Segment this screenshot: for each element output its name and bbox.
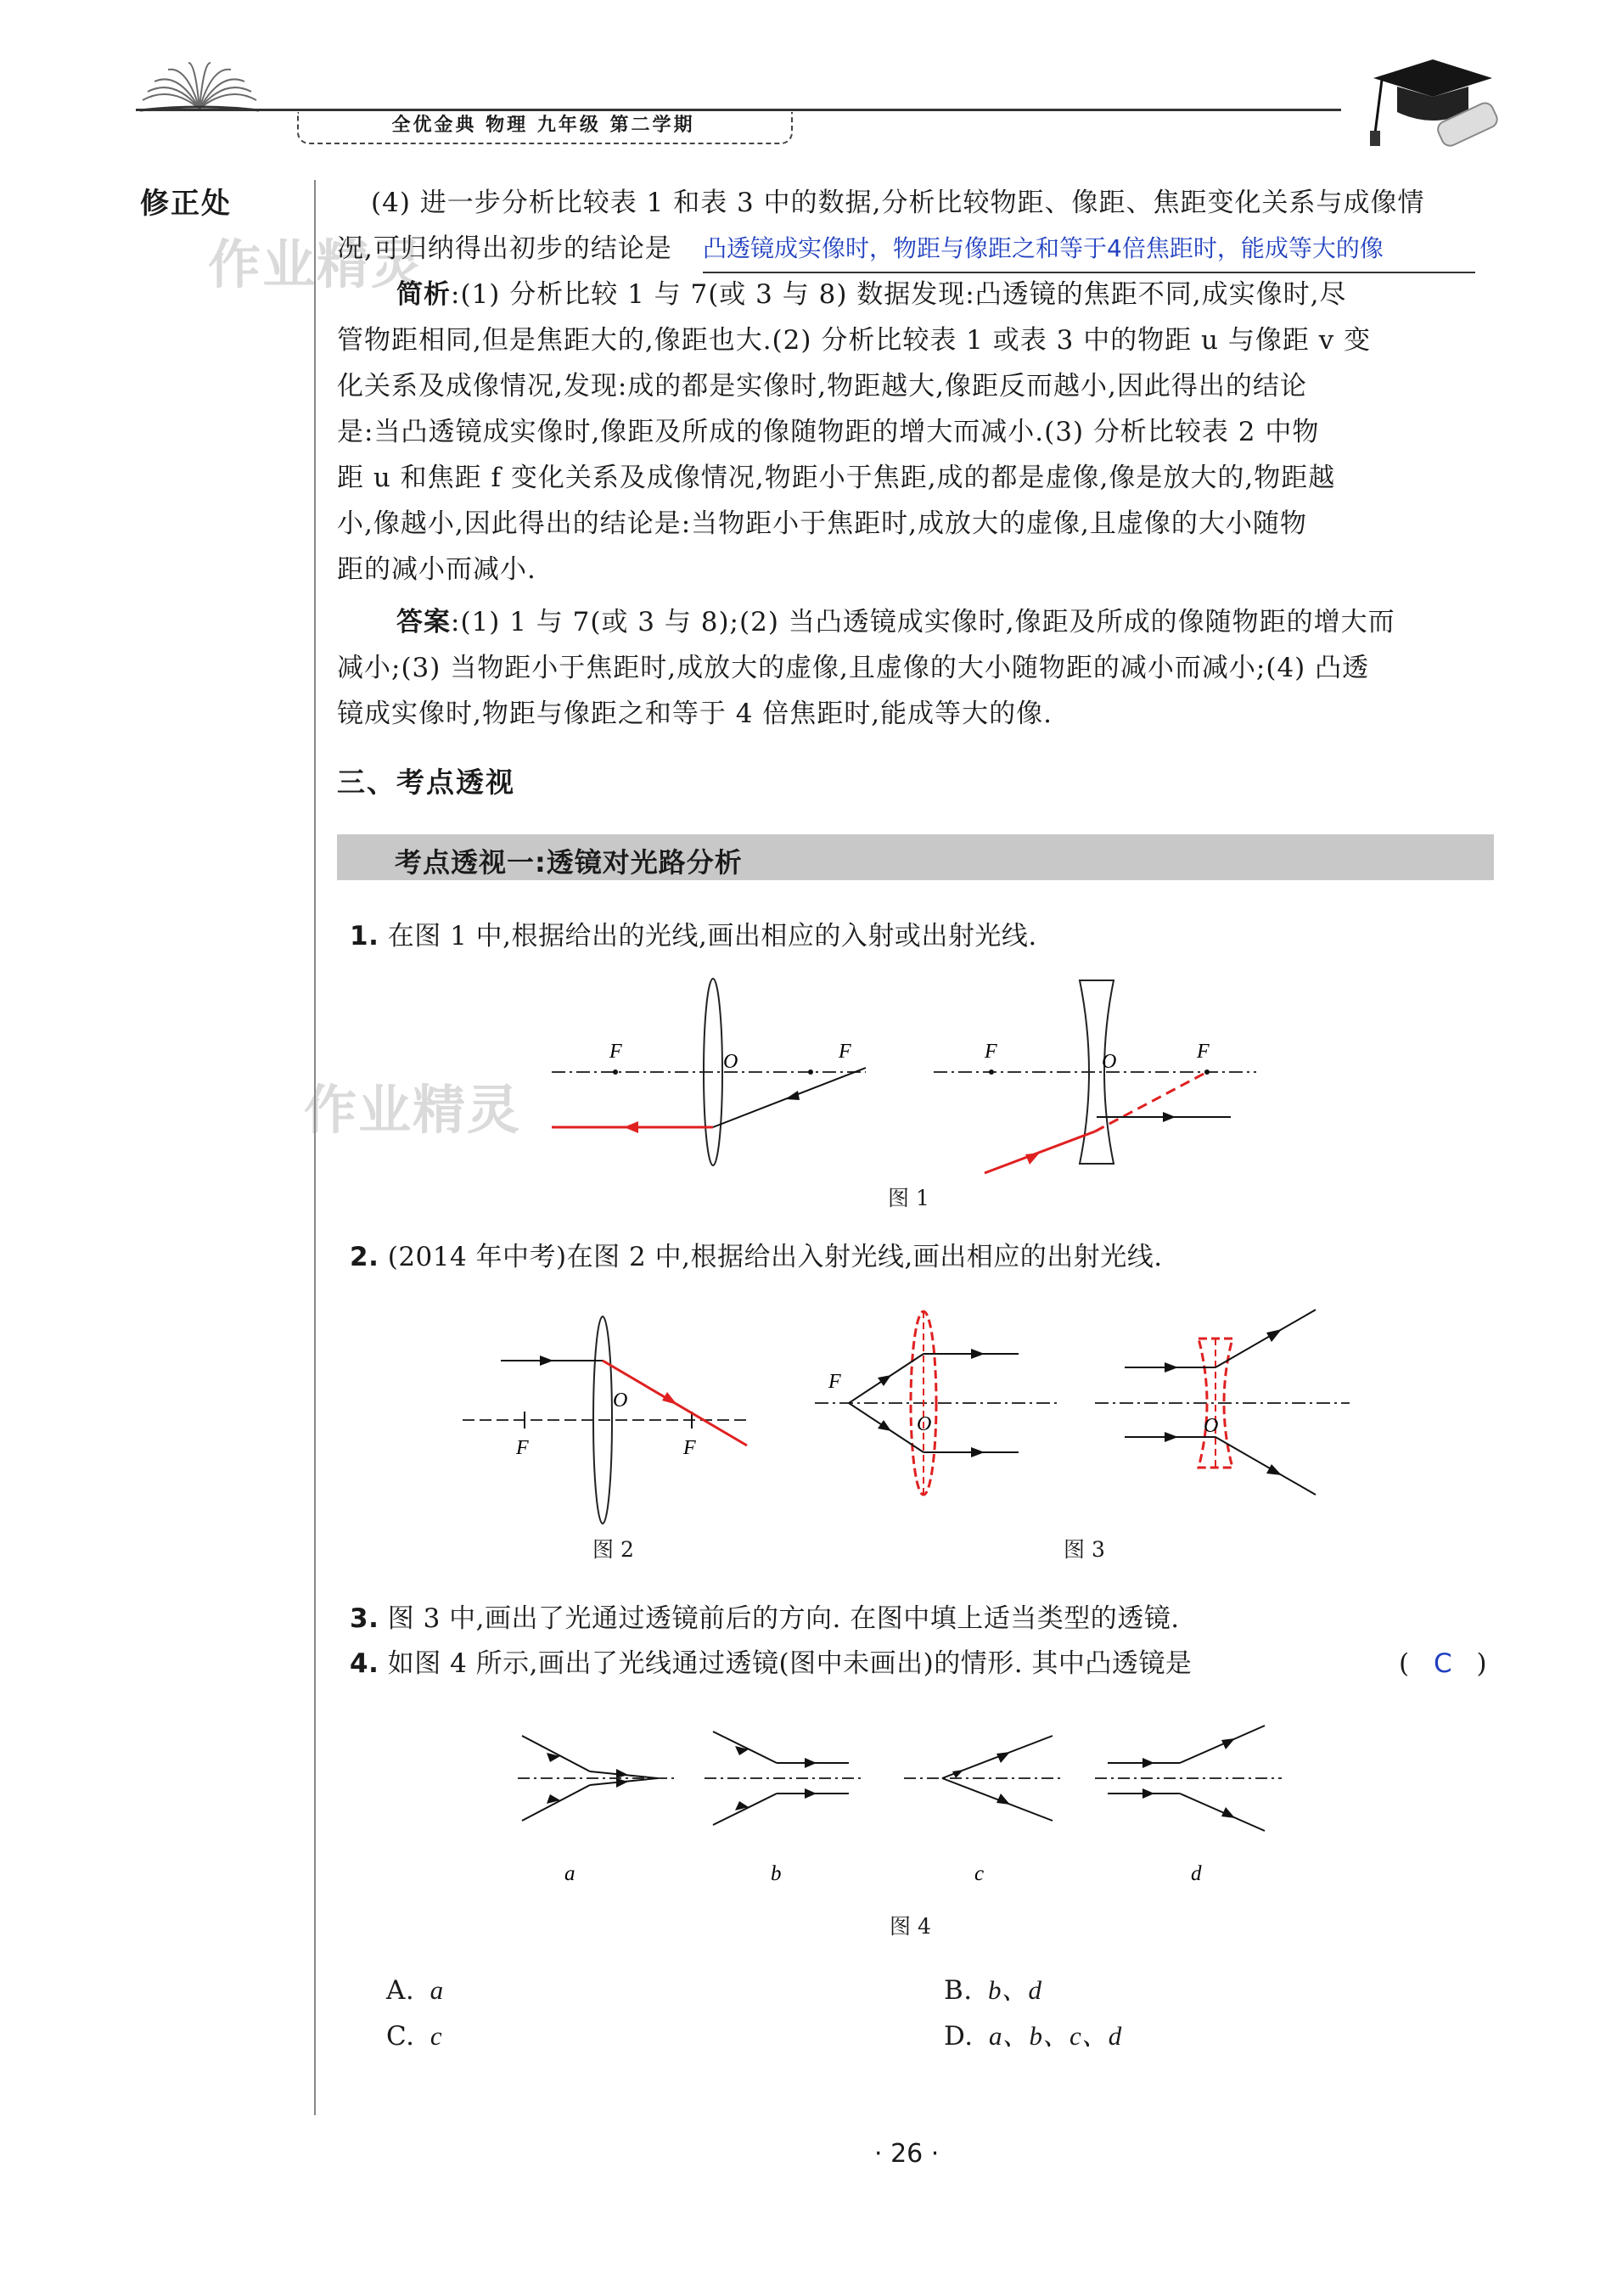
analysis-line: 距 u 和焦距 f 变化关系及成像情况,物距小于焦距,成的都是虚像,像是放大的,物距越 (337, 463, 1336, 493)
option-letter: C. (386, 2021, 415, 2052)
option-letter: A. (386, 1975, 415, 2006)
ray-arrow (785, 1091, 800, 1100)
q4-line1: (4) 进一步分析比较表 1 和表 3 中的数据,分析比较物距、像距、焦距变化关系与成像情 (371, 188, 1425, 218)
q3-number: 3. (350, 1603, 379, 1634)
analysis-line: 是:当凸透镜成实像时,像距及所成的像随物距的增大而减小.(3) 分析比较表 2 中物 (337, 417, 1320, 447)
answer-label: 答案 (396, 607, 451, 637)
fig4-label-a: a (564, 1862, 575, 1885)
graduation-cap-icon (1356, 53, 1501, 154)
label-O: O (1102, 1051, 1117, 1073)
ray-arrow (971, 1447, 985, 1457)
answer-line: 减小;(3) 当物距小于焦距时,成放大的虚像,且虚像的大小随物距的减小而减小;(4) 凸透 (337, 653, 1370, 683)
option-value: a (429, 1975, 444, 2005)
label-F: F (1197, 1041, 1210, 1063)
sidebar-label: 修正处 (140, 187, 232, 221)
handwritten-answer: 凸透镜成实像时，物距与像距之和等于4倍焦距时，能成等大的像 (703, 226, 1475, 273)
analysis-label: 简析 (396, 279, 451, 310)
label-O: O (1204, 1415, 1219, 1437)
fig4-diagram-a (518, 1736, 675, 1821)
label-F: F (839, 1041, 851, 1063)
label-O: O (723, 1051, 738, 1073)
figure-2 (458, 1311, 781, 1532)
label-F: F (828, 1371, 841, 1393)
paren-left: ( (1399, 1648, 1410, 1679)
fig4-label-b: b (771, 1862, 782, 1885)
ray-arrow (1266, 1329, 1282, 1342)
fig4-caption: 图 4 (890, 1914, 931, 1939)
q4-number: 4. (350, 1648, 379, 1679)
option-letter: D. (944, 2021, 974, 2052)
ray-arrow (662, 1392, 677, 1405)
extension-line (1095, 1072, 1207, 1131)
option-b[interactable] (944, 1968, 1042, 2013)
ray-arrow (1266, 1464, 1282, 1475)
figure-1 (509, 976, 1273, 1197)
ray-arrow (1025, 1153, 1040, 1165)
label-F: F (516, 1437, 529, 1459)
q4-text: 如图 4 所示,画出了光线通过透镜(图中未画出)的情形. 其中凸透镜是 (387, 1648, 1193, 1679)
option-value: b、d (988, 1975, 1042, 2005)
paren-right: ) (1476, 1648, 1488, 1679)
ray-arrow (540, 1356, 553, 1366)
header-title: 全优金典 物理 九年级 第二学期 (391, 115, 695, 136)
ray-arrow (971, 1349, 985, 1359)
focal-point (613, 1069, 618, 1075)
option-d[interactable] (944, 2013, 1122, 2059)
analysis-line: :(1) 分析比较 1 与 7(或 3 与 8) 数据发现:凸透镜的焦距不同,成实像时,尽 (451, 279, 1347, 310)
fig1-caption: 图 1 (888, 1186, 929, 1210)
option-value: a、b、c、d (988, 2021, 1122, 2051)
option-a[interactable] (386, 1968, 444, 2013)
q4-line2-prefix: 况,可归纳得出初步的结论是 (337, 233, 672, 264)
ray-arrow (1165, 1362, 1178, 1373)
figure-4 (501, 1710, 1299, 1889)
label-F: F (985, 1041, 997, 1063)
fig2-caption: 图 2 (592, 1537, 634, 1562)
fig4-label-c: c (974, 1862, 985, 1885)
label-O: O (613, 1389, 628, 1412)
label-O: O (917, 1413, 932, 1435)
fig4-diagram-c (904, 1736, 1061, 1821)
q1-text: 在图 1 中,根据给出的光线,画出相应的入射或出射光线. (387, 921, 1037, 952)
figure-3 (806, 1294, 1358, 1524)
label-F: F (683, 1437, 696, 1459)
section-title: 三、考点透视 (337, 766, 515, 799)
watermark: 作业精灵 (304, 1079, 522, 1141)
ray-arrow (878, 1420, 891, 1431)
watermark: 作业精灵 (208, 233, 426, 295)
ray-arrow (1163, 1112, 1176, 1122)
ray-arrow (1165, 1432, 1178, 1442)
analysis-line: 管物距相同,但是焦距大的,像距也大.(2) 分析比较表 1 或表 3 中的物距 u 与像距 v 变 (337, 325, 1372, 356)
q1-number: 1. (350, 921, 379, 952)
focal-point (989, 1069, 994, 1075)
sidebar-divider (314, 180, 316, 2115)
topic-bar (337, 834, 1494, 880)
incident-ray (985, 1131, 1095, 1173)
answer-line: 镜成实像时,物距与像距之和等于 4 倍焦距时,能成等大的像. (337, 699, 1053, 729)
topic-bar-title: 考点透视一:透镜对光路分析 (395, 846, 743, 879)
analysis-line: 小,像越小,因此得出的结论是:当物距小于焦距时,成放大的虚像,且虚像的大小随物 (337, 508, 1307, 539)
fig4-diagram-b (705, 1732, 862, 1825)
fig4-label-d: d (1191, 1862, 1202, 1885)
refracted-ray (1215, 1437, 1316, 1495)
ray-arrow (878, 1375, 891, 1386)
q3-text: 图 3 中,画出了光通过透镜前后的方向. 在图中填上适当类型的透镜. (387, 1603, 1180, 1634)
answer-line: :(1) 1 与 7(或 3 与 8);(2) 当凸透镜成实像时,像距及所成的像随物距的增大而 (451, 607, 1395, 637)
analysis-line: 化关系及成像情况,发现:成的都是实像时,物距越大,像距反而越小,因此得出的结论 (337, 371, 1307, 401)
page-number: · 26 · (874, 2139, 940, 2169)
label-F: F (609, 1041, 622, 1063)
focal-point (808, 1069, 813, 1075)
analysis-line: 距的减小而减小. (337, 554, 536, 585)
fig3-caption: 图 3 (1064, 1537, 1105, 1562)
option-letter: B. (944, 1975, 973, 2006)
option-c[interactable] (386, 2013, 442, 2059)
option-value: c (429, 2021, 443, 2051)
q2-text: (2014 年中考)在图 2 中,根据给出入射光线,画出相应的出射光线. (387, 1242, 1163, 1272)
q2-number: 2. (350, 1242, 379, 1272)
fig4-diagram-d (1095, 1726, 1282, 1831)
ray-arrow (624, 1121, 638, 1133)
q4-answer: C (1433, 1648, 1453, 1679)
